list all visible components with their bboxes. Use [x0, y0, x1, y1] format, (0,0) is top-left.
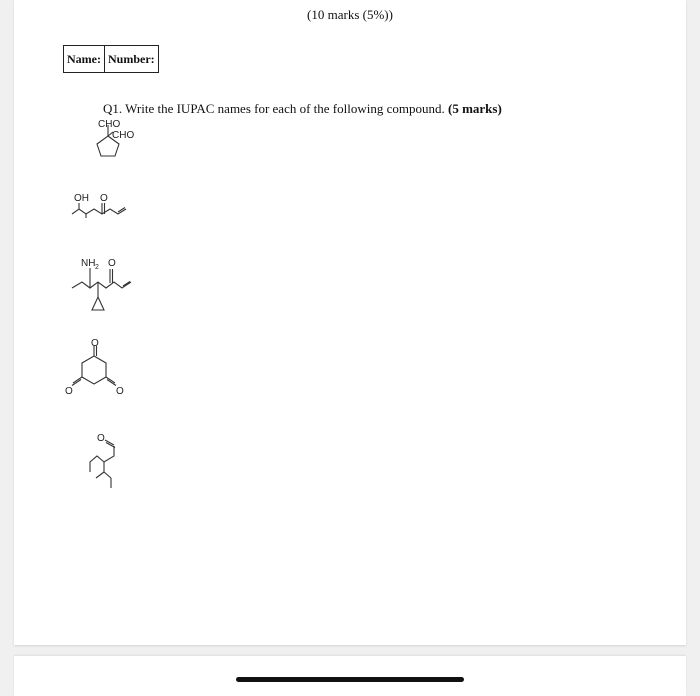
s1-cho-side-label: CHO	[112, 130, 135, 141]
s5-o-label: O	[97, 433, 105, 444]
home-indicator[interactable]	[236, 677, 464, 682]
s3-nh-subscript: 2	[95, 264, 99, 271]
structure-3-amino-ketone-cyclopropyl	[72, 258, 131, 310]
worksheet-page	[14, 0, 686, 645]
s4-o-left-label: O	[65, 386, 73, 397]
question-marks: (5 marks)	[448, 101, 502, 116]
s3-o-label: O	[108, 258, 116, 269]
structure-2-hydroxy-ketone	[72, 193, 126, 218]
s3-nh-label: NH	[81, 258, 96, 269]
structure-5-branched-aldehyde	[90, 433, 115, 488]
structure-4-cyclohexane-trione	[65, 338, 124, 397]
number-cell: Number:	[104, 46, 158, 73]
chemical-structures	[14, 0, 686, 645]
question-prompt: Q1. Write the IUPAC names for each of the following compound.	[103, 101, 448, 116]
s2-oh-label: OH	[74, 193, 89, 204]
structure-1-cyclopentane-dicarbaldehyde	[97, 119, 134, 156]
next-page-preview	[14, 656, 686, 696]
s4-o-top-label: O	[91, 338, 99, 349]
s1-cho-top-label: CHO	[98, 119, 121, 130]
s4-o-right-label: O	[116, 386, 124, 397]
marks-heading: (10 marks (5%))	[307, 7, 393, 22]
name-cell: Name:	[64, 46, 105, 73]
s2-o-label: O	[100, 193, 108, 204]
